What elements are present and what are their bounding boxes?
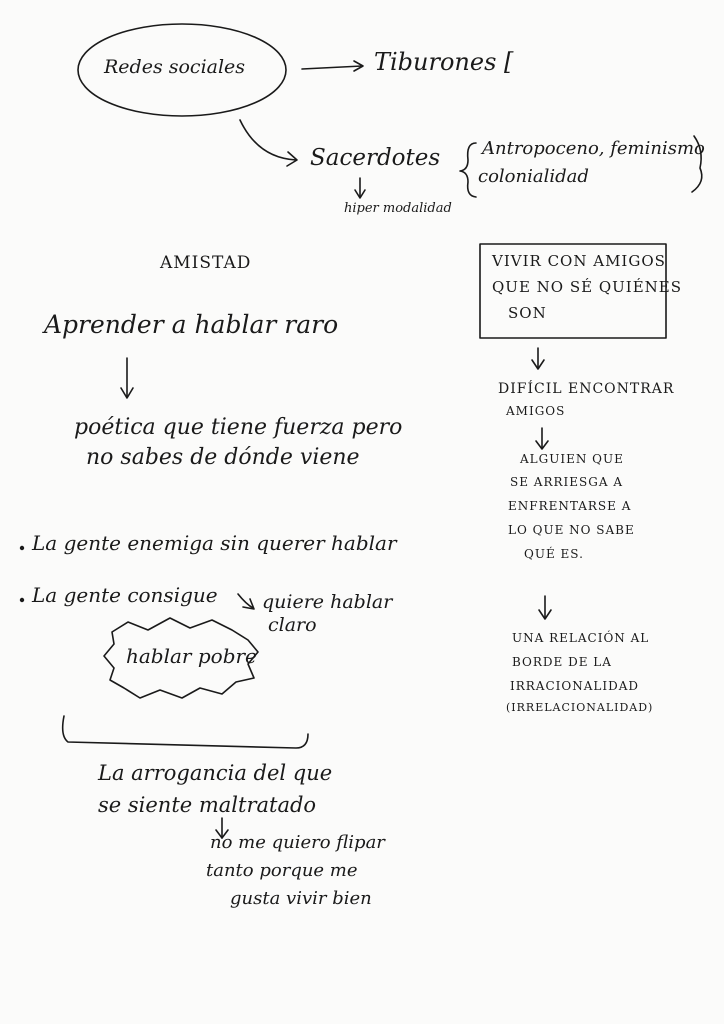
relacion-line-4: (IRRELACIONALIDAD): [506, 701, 654, 714]
antropoceno-text: Antropoceno, feminismo: [482, 138, 705, 159]
alguien-line-3: ENFRENTARSE A: [508, 499, 632, 513]
arrow-head: [536, 441, 548, 449]
bullet-dot: [20, 546, 24, 550]
alguien-line-2: SE ARRIESGA A: [510, 475, 623, 489]
final-line-3: gusta vivir bien: [230, 888, 372, 909]
final-line-2: tanto porque me: [206, 860, 358, 881]
aprender-text: Aprender a hablar raro: [44, 310, 339, 339]
arrow-head: [355, 190, 365, 198]
curve-arrow: [240, 120, 296, 160]
box-line-3: SON: [508, 304, 547, 322]
poetica-line-2: no sabes de dónde viene: [86, 445, 360, 470]
arrow-head: [354, 61, 363, 71]
relacion-line-2: BORDE DE LA: [512, 655, 612, 669]
arrow-head: [243, 599, 254, 609]
amistad-heading: AMISTAD: [160, 253, 252, 273]
bullet-2-text: La gente consigue: [32, 583, 218, 607]
dificil-line-1: DIFÍCIL ENCONTRAR: [498, 381, 675, 397]
hipermodalidad-text: hiper modalidad: [344, 201, 452, 216]
hablar-pobre-text: hablar pobre: [126, 644, 257, 668]
relacion-line-3: IRRACIONALIDAD: [510, 679, 640, 693]
dificil-line-2: AMIGOS: [506, 404, 566, 418]
bracket-under: [63, 716, 308, 748]
bullet-1-text: La gente enemiga sin querer hablar: [32, 531, 397, 555]
quiere-line-2: claro: [268, 614, 317, 636]
arrow-head: [121, 388, 133, 398]
arrow-head: [287, 152, 297, 166]
quiere-line-1: quiere hablar: [262, 591, 393, 613]
curve-arrow: [238, 594, 253, 608]
arrow-head: [539, 610, 551, 619]
colonialidad-text: colonialidad: [478, 166, 589, 187]
poetica-line-1: poética que tiene fuerza pero: [74, 415, 403, 440]
alguien-line-4: LO QUE NO SABE: [508, 523, 635, 537]
arrow-head: [532, 360, 544, 369]
arrow-line: [302, 66, 362, 69]
sacerdotes-text: Sacerdotes: [310, 145, 441, 171]
arrogancia-line-2: se siente maltratado: [98, 793, 317, 817]
bracket-left: [460, 143, 476, 197]
alguien-line-1: ALGUIEN QUE: [520, 452, 624, 466]
redes-sociales-text: Redes sociales: [104, 56, 246, 78]
arrogancia-line-1: La arrogancia del que: [98, 761, 333, 785]
bullet-dot: [20, 598, 24, 602]
relacion-line-1: UNA RELACIÓN AL: [512, 631, 650, 645]
box-line-1: VIVIR CON AMIGOS: [492, 252, 666, 270]
box-line-2: QUE NO SÉ QUIÉNES: [492, 278, 683, 296]
final-line-1: no me quiero flipar: [210, 832, 385, 853]
alguien-line-5: QUÉ ES.: [524, 547, 584, 561]
tiburones-text: Tiburones [: [374, 48, 514, 76]
